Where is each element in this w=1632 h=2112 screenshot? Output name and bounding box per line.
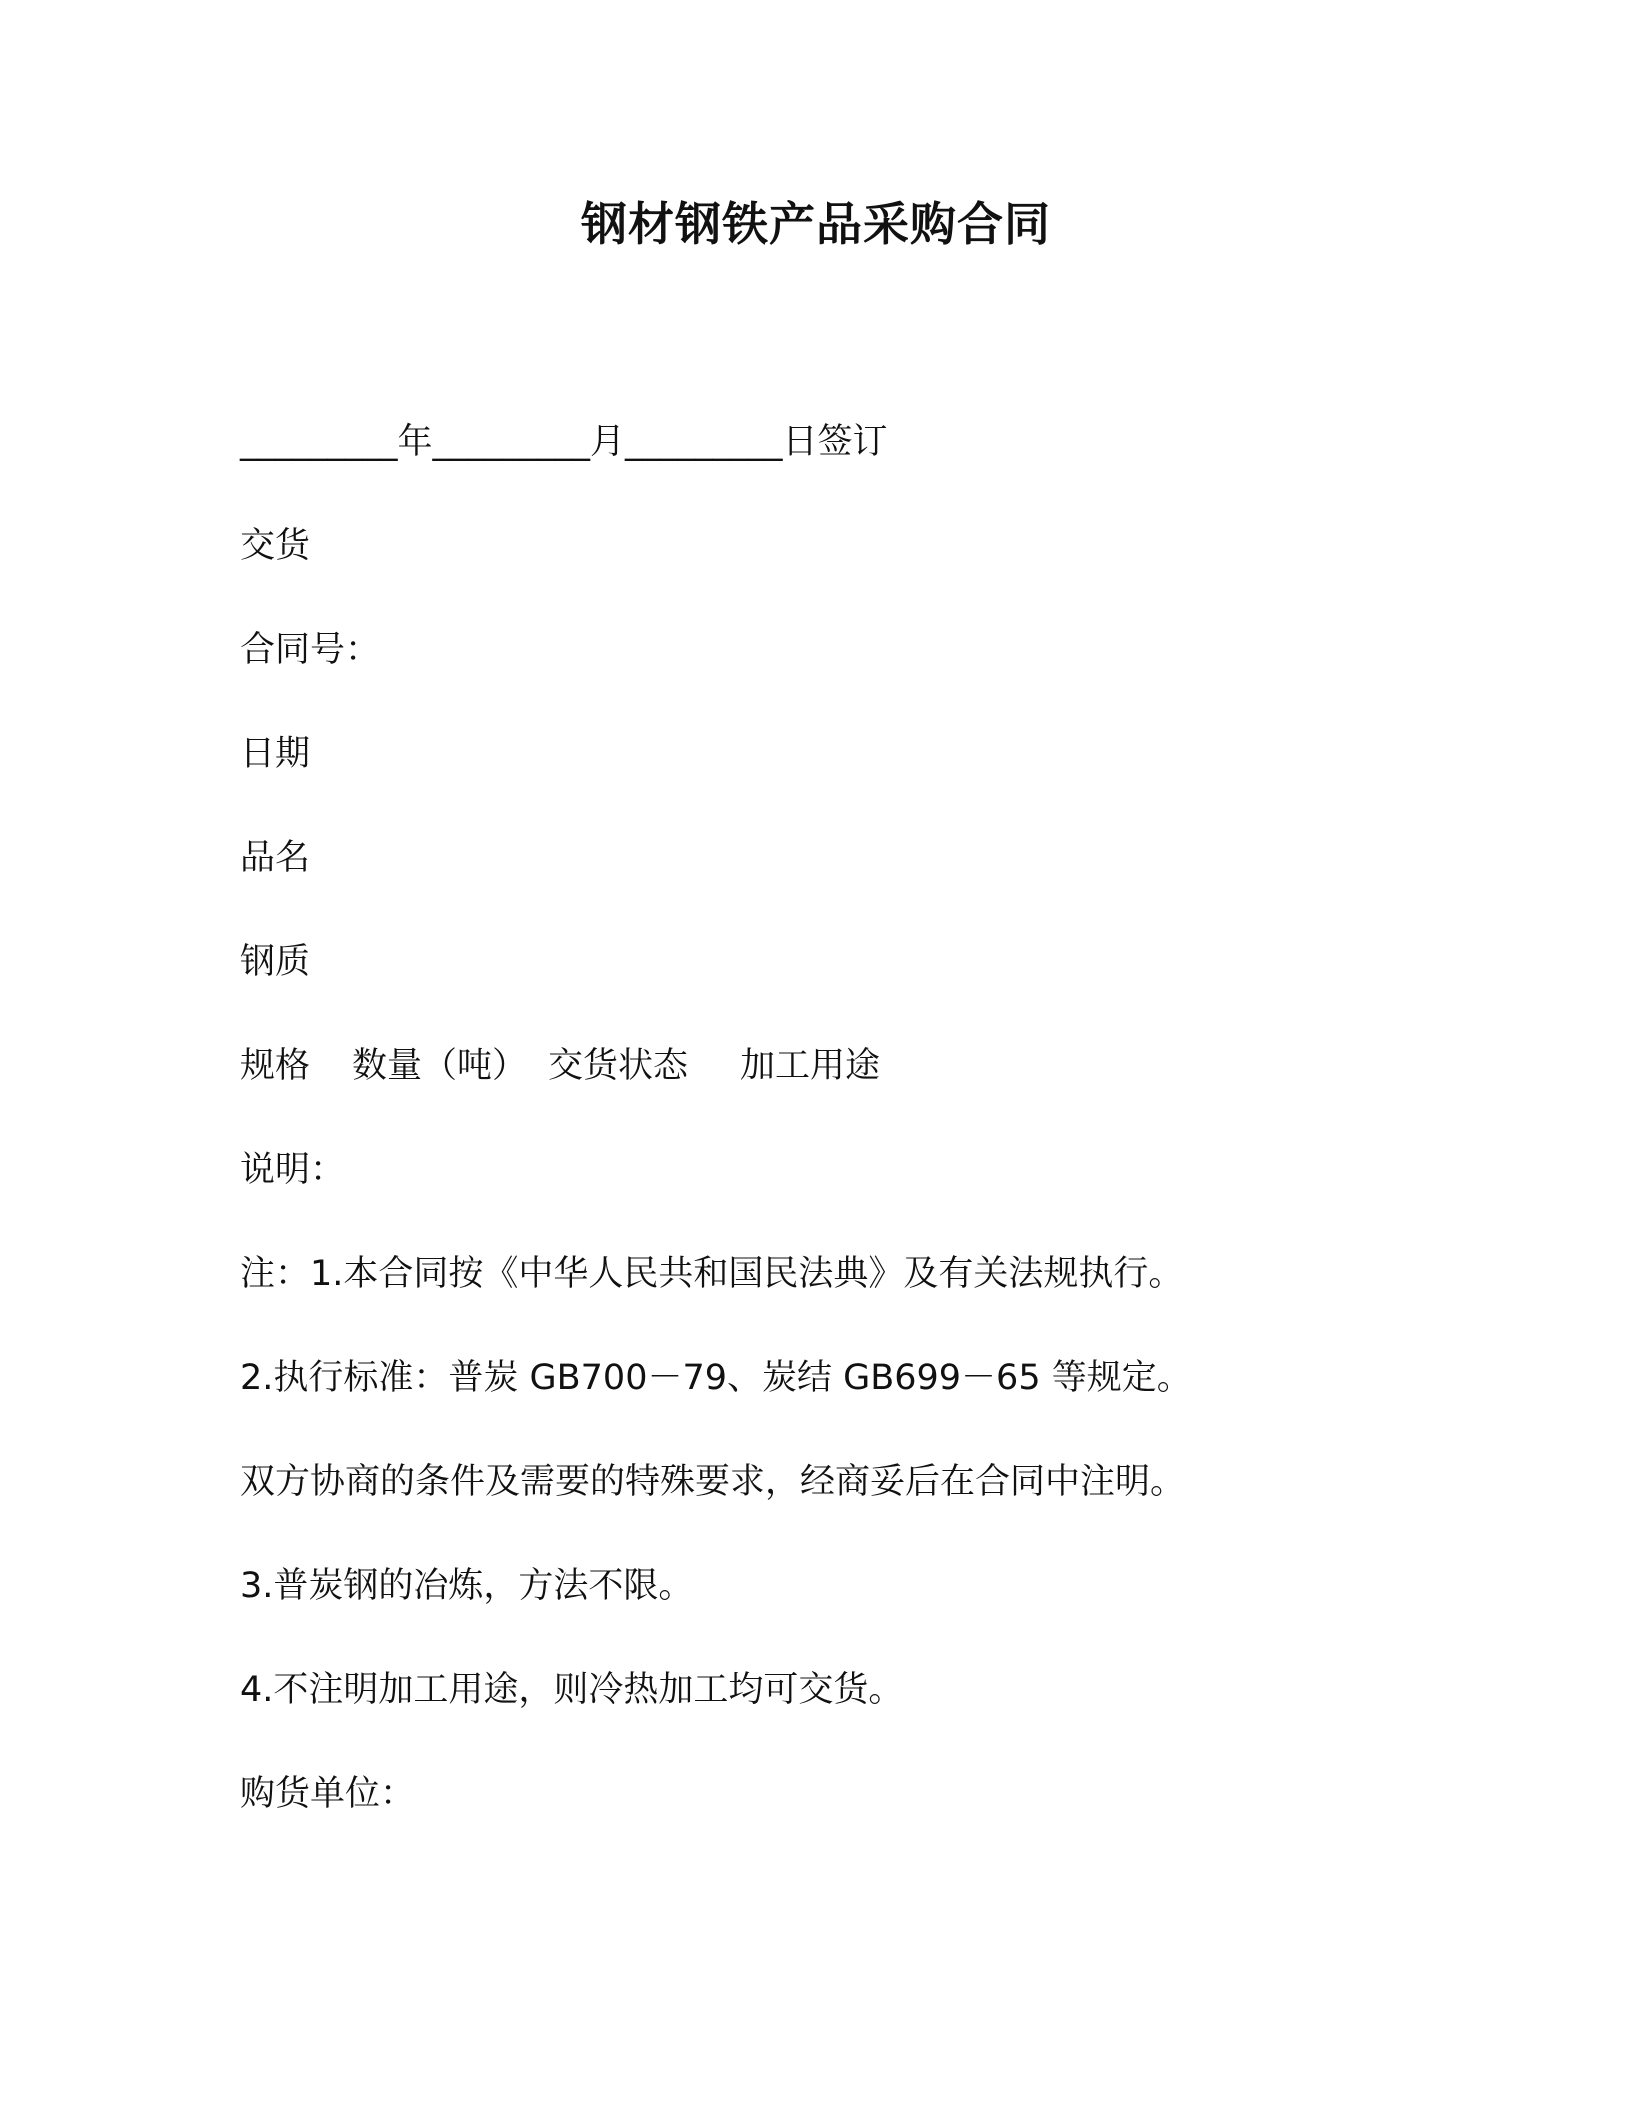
product-name-label: 品名 (240, 838, 311, 878)
note-1: 注：1.本合同按《中华人民共和国民法典》及有关法规执行。 (240, 1254, 1184, 1294)
document-body (240, 412, 1420, 1868)
document-title: 钢材钢铁产品采购合同 (581, 197, 1051, 251)
date-label: 日期 (240, 734, 311, 774)
contract-number-label: 合同号： (240, 630, 381, 670)
note-4: 4.不注明加工用途，则冷热加工均可交货。 (240, 1670, 904, 1710)
spec-column-quantity: 数量（吨） (352, 1046, 528, 1086)
note-2: 2.执行标准：普炭 GB700－79、炭结 GB699－65 等规定。 (240, 1358, 1192, 1398)
buyer-label: 购货单位： (240, 1774, 416, 1814)
spec-header-row (240, 1036, 1420, 1140)
spec-column-delivery-state: 交货状态 (548, 1046, 689, 1086)
signing-date-line: _________年_________月_________日签订 (240, 422, 888, 462)
note-2-continued: 双方协商的条件及需要的特殊要求，经商妥后在合同中注明。 (240, 1462, 1186, 1502)
spec-column-specification: 规格 (240, 1046, 311, 1086)
explanation-label: 说明： (240, 1150, 346, 1190)
spec-column-processing-use: 加工用途 (740, 1046, 881, 1086)
note-3: 3.普炭钢的冶炼，方法不限。 (240, 1566, 694, 1606)
steel-grade-label: 钢质 (240, 942, 311, 982)
delivery-label: 交货 (240, 526, 311, 566)
